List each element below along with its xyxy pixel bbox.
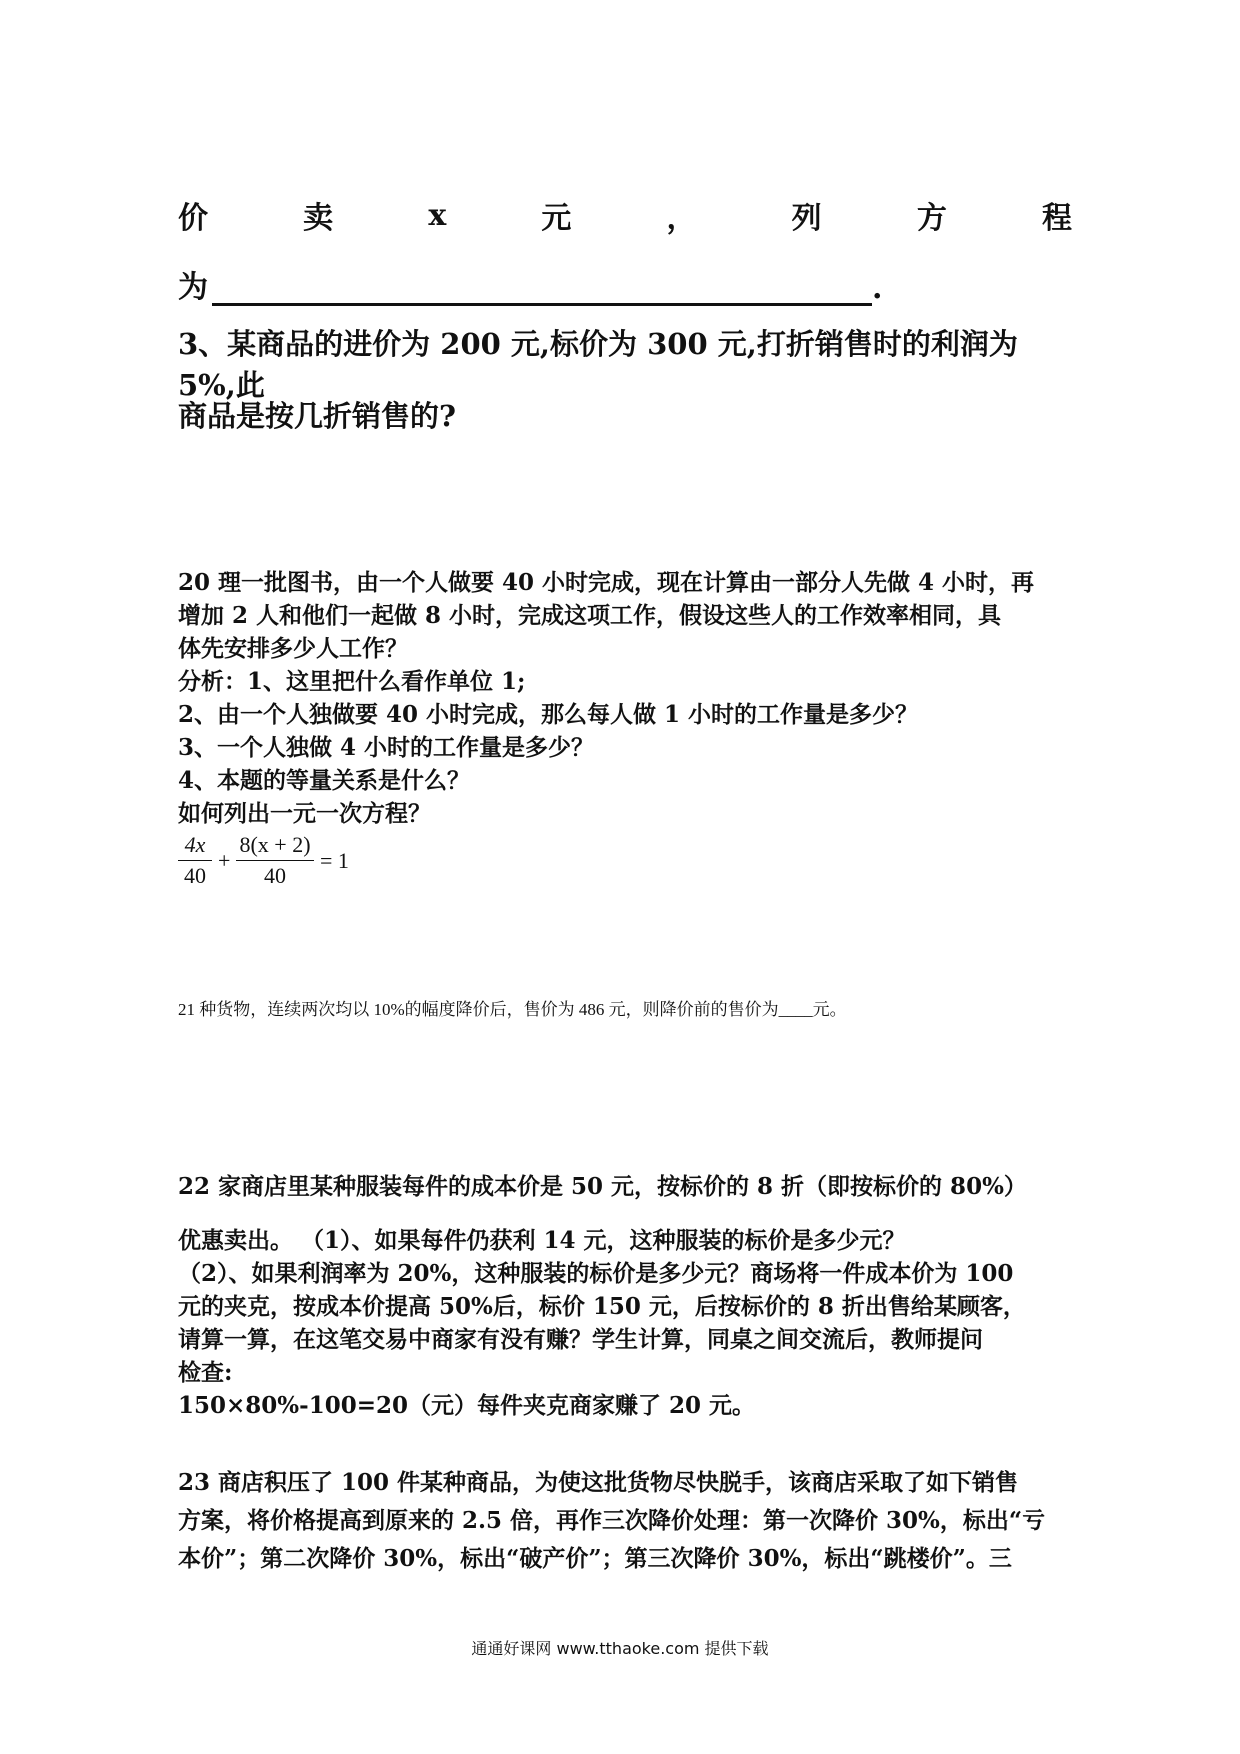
answer-blank-line [178,262,882,306]
answer-blank [212,275,872,306]
spread-char: 卖 [303,201,334,236]
q3-line-2: 商品是按几折销售的? [178,399,456,433]
page-footer: 通通好课网 www.tthaoke.com 提供下载 [471,1639,769,1658]
fraction-1 [178,832,212,889]
q20-line: 2、由一个人独做要 40 小时完成，那么每人做 1 小时的工作量是多少？ [178,701,919,728]
fraction-bar [236,860,314,861]
fraction-2 [236,832,314,889]
fraction-2-denominator: 40 [264,863,286,888]
q3-line-1: 3、某商品的进价为 200 元,标价为 300 元,打折销售时的利润为 5%,此 [178,327,1018,402]
q2-continuation-line [178,190,1072,240]
q22-line: （2）、如果利润率为 20%，这种服装的标价是多少元？商场将一件成本价为 100 [178,1260,1014,1287]
spread-char: 元 [541,201,572,236]
q20-line: 4、本题的等量关系是什么？ [178,767,471,794]
spread-char: ， [666,201,697,236]
blank-suffix: . [872,271,883,306]
q20-line: 20 理一批图书，由一个人做要 40 小时完成，现在计算由一部分人先做 4 小时，再 [178,569,1035,596]
q21-text: 21 种货物，连续两次均以 10%的幅度降价后，售价为 486 元，则降价前的售价为____元。 [178,1000,847,1019]
q22-first-line: 22 家商店里某种服装每件的成本价是 50 元，按标价的 8 折（即按标价的 80%） [178,1173,1027,1200]
spread-char: 价 [178,201,208,236]
q22-line: 检查: [178,1359,233,1386]
fraction-bar [178,860,212,861]
equation [178,832,378,902]
q22-line: 150×80%-100=20（元）每件夹克商家赚了 20 元。 [178,1392,755,1419]
q22-line: 请算一算，在这笔交易中商家有没有赚？学生计算，同桌之间交流后，教师提问 [178,1326,983,1353]
fraction-1-numerator: 4x [184,832,206,857]
q20-line: 分析：1、这里把什么看作单位 1; [178,668,526,695]
fraction-2-numerator: 8(x + 2) [239,832,311,857]
plus-sign: + [218,848,231,873]
blank-prefix: 为 [178,270,208,305]
q20-line: 3、一个人独做 4 小时的工作量是多少？ [178,734,595,761]
spread-char: 方 [916,201,947,236]
q20-line: 体先安排多少人工作？ [178,635,408,662]
q23-line: 23 商店积压了 100 件某种商品，为使这批货物尽快脱手，该商店采取了如下销售 [178,1469,1019,1496]
spread-char: x [428,197,447,233]
q20-line: 如何列出一元一次方程？ [178,800,431,827]
q20-line: 增加 2 人和他们一起做 8 小时，完成这项工作，假设这些人的工作效率相同，具 [178,602,1002,629]
q20-block [178,566,1078,830]
q23-line: 方案，将价格提高到原来的 2.5 倍，再作三次降价处理：第一次降价 30%，标出“亏 [178,1507,1046,1534]
fraction-1-denominator: 40 [184,863,206,888]
spread-char: 程 [1041,201,1072,236]
q22-block [178,1224,1078,1422]
spread-char: 列 [791,201,822,236]
q22-line: 优惠卖出。 （1）、如果每件仍获利 14 元，这种服装的标价是多少元？ [178,1227,906,1254]
q23-line: 本价”；第二次降价 30%，标出“破产价”；第三次降价 30%，标出“跳楼价”。三 [178,1545,1012,1572]
q22-line: 元的夹克，按成本价提高 50%后，标价 150 元，后按标价的 8 折出售给某顾客， [178,1293,1026,1320]
q23-block [178,1464,1078,1578]
equation-rhs: = 1 [320,848,349,873]
